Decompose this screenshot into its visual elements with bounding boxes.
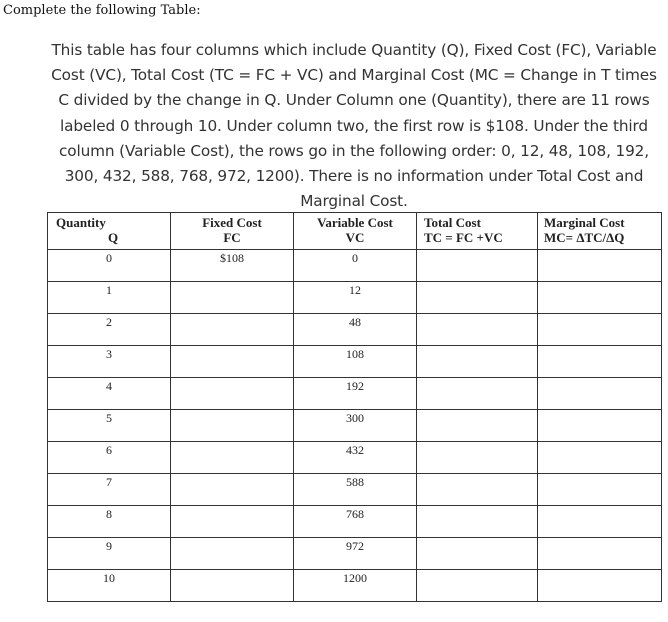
variable-cost-cell bbox=[294, 410, 417, 442]
fixed-cost-cell-value bbox=[171, 538, 293, 539]
variable-cost-cell bbox=[294, 538, 417, 570]
table-row bbox=[48, 538, 662, 570]
total-cost-cell-value bbox=[417, 282, 537, 283]
total-cost-cell-value bbox=[417, 570, 537, 571]
total-cost-cell[interactable] bbox=[417, 250, 538, 282]
header-variable-cost-title: Variable Cost bbox=[317, 215, 393, 230]
fixed-cost-cell-value bbox=[171, 378, 293, 379]
quantity-cell bbox=[48, 378, 171, 410]
table-row bbox=[48, 442, 662, 474]
fixed-cost-cell bbox=[171, 410, 294, 442]
variable-cost-cell bbox=[294, 282, 417, 314]
variable-cost-cell-value: 1200 bbox=[343, 571, 367, 585]
table-row bbox=[48, 282, 662, 314]
quantity-cell bbox=[48, 538, 171, 570]
variable-cost-cell-value: 300 bbox=[346, 411, 364, 425]
table-row bbox=[48, 346, 662, 378]
marginal-cost-cell-value bbox=[538, 570, 661, 571]
cost-table bbox=[47, 212, 662, 602]
quantity-cell bbox=[48, 250, 171, 282]
variable-cost-cell-value: 0 bbox=[352, 251, 358, 265]
marginal-cost-cell[interactable] bbox=[538, 474, 662, 506]
variable-cost-cell bbox=[294, 442, 417, 474]
table-row bbox=[48, 250, 662, 282]
variable-cost-cell-value: 588 bbox=[346, 475, 364, 489]
total-cost-cell-value bbox=[417, 410, 537, 411]
fixed-cost-cell bbox=[171, 250, 294, 282]
table-row bbox=[48, 570, 662, 602]
header-variable-cost bbox=[294, 213, 417, 250]
fixed-cost-cell-value bbox=[171, 410, 293, 411]
table-row bbox=[48, 410, 662, 442]
variable-cost-cell bbox=[294, 506, 417, 538]
header-quantity-symbol: Q bbox=[107, 229, 119, 245]
quantity-cell bbox=[48, 282, 171, 314]
header-total-cost-title: Total Cost bbox=[424, 215, 481, 230]
variable-cost-cell bbox=[294, 474, 417, 506]
marginal-cost-cell[interactable] bbox=[538, 250, 662, 282]
total-cost-cell-value bbox=[417, 442, 537, 443]
variable-cost-cell-value: 432 bbox=[346, 443, 364, 457]
fixed-cost-cell bbox=[171, 314, 294, 346]
table-row bbox=[48, 506, 662, 538]
total-cost-cell-value bbox=[417, 314, 537, 315]
marginal-cost-cell-value bbox=[538, 282, 661, 283]
fixed-cost-cell bbox=[171, 282, 294, 314]
total-cost-cell-value bbox=[417, 250, 537, 251]
quantity-cell bbox=[48, 570, 171, 602]
total-cost-cell-value bbox=[417, 378, 537, 379]
table-body bbox=[48, 250, 662, 602]
marginal-cost-cell[interactable] bbox=[538, 506, 662, 538]
header-quantity-title: Quantity bbox=[56, 215, 106, 230]
marginal-cost-cell[interactable] bbox=[538, 378, 662, 410]
marginal-cost-cell-value bbox=[538, 346, 661, 347]
page-heading: Complete the following Table: bbox=[3, 3, 201, 18]
variable-cost-cell bbox=[294, 378, 417, 410]
fixed-cost-cell bbox=[171, 506, 294, 538]
fixed-cost-cell-value bbox=[171, 282, 293, 283]
marginal-cost-cell-value bbox=[538, 538, 661, 539]
marginal-cost-cell-value bbox=[538, 410, 661, 411]
fixed-cost-cell-value bbox=[171, 442, 293, 443]
fixed-cost-cell-value bbox=[171, 474, 293, 475]
header-quantity bbox=[48, 213, 171, 250]
variable-cost-cell-value: 108 bbox=[346, 347, 364, 361]
table-row bbox=[48, 314, 662, 346]
variable-cost-cell-value: 12 bbox=[349, 283, 361, 297]
marginal-cost-cell[interactable] bbox=[538, 442, 662, 474]
header-fixed-cost bbox=[171, 213, 294, 250]
quantity-cell-value: 1 bbox=[106, 283, 112, 297]
variable-cost-cell bbox=[294, 570, 417, 602]
quantity-cell-value: 2 bbox=[106, 315, 112, 329]
total-cost-cell[interactable] bbox=[417, 506, 538, 538]
total-cost-cell-value bbox=[417, 346, 537, 347]
quantity-cell-value: 8 bbox=[106, 507, 112, 521]
header-fixed-cost-symbol: FC bbox=[223, 229, 241, 245]
quantity-cell-value: 3 bbox=[106, 347, 112, 361]
total-cost-cell[interactable] bbox=[417, 378, 538, 410]
fixed-cost-cell-value: $108 bbox=[220, 251, 244, 265]
quantity-cell bbox=[48, 474, 171, 506]
variable-cost-cell-value: 192 bbox=[346, 379, 364, 393]
variable-cost-cell-value: 972 bbox=[346, 539, 364, 553]
header-total-cost-formula: TC = FC +VC bbox=[424, 229, 503, 245]
marginal-cost-cell-value bbox=[538, 506, 661, 507]
total-cost-cell-value bbox=[417, 538, 537, 539]
fixed-cost-cell bbox=[171, 378, 294, 410]
table-description: This table has four columns which include Quantity (Q), Fixed Cost (FC), Variable Cost (VC), Total Cost (TC = FC + VC) and Marginal Cost (MC = Change in T times C divided by the change in Q. Under Column one (Quantity), there are 11 rows labeled 0 through 10. Under column two, the first row is $108. Under the third column (Variable Cost), the rows go in the following order: 0, 12, 48, 108, 192, 300, 432, 588, 768, 972, 1200). There is no information under Total Cost and Marginal Cost. bbox=[51, 41, 657, 211]
total-cost-cell[interactable] bbox=[417, 570, 538, 602]
header-fixed-cost-title: Fixed Cost bbox=[202, 215, 262, 230]
marginal-cost-cell-value bbox=[538, 250, 661, 251]
header-marginal-cost bbox=[538, 213, 662, 250]
marginal-cost-cell[interactable] bbox=[538, 570, 662, 602]
quantity-cell bbox=[48, 506, 171, 538]
quantity-cell-value: 9 bbox=[106, 539, 112, 553]
table-row bbox=[48, 474, 662, 506]
total-cost-cell[interactable] bbox=[417, 538, 538, 570]
fixed-cost-cell bbox=[171, 442, 294, 474]
total-cost-cell[interactable] bbox=[417, 314, 538, 346]
marginal-cost-cell-value bbox=[538, 314, 661, 315]
fixed-cost-cell-value bbox=[171, 570, 293, 571]
marginal-cost-cell[interactable] bbox=[538, 410, 662, 442]
total-cost-cell[interactable] bbox=[417, 474, 538, 506]
header-total-cost bbox=[417, 213, 538, 250]
fixed-cost-cell-value bbox=[171, 314, 293, 315]
header-marginal-cost-formula: MC= ΔTC/ΔQ bbox=[544, 229, 625, 245]
variable-cost-cell bbox=[294, 346, 417, 378]
quantity-cell bbox=[48, 346, 171, 378]
marginal-cost-cell[interactable] bbox=[538, 282, 662, 314]
marginal-cost-cell-value bbox=[538, 474, 661, 475]
quantity-cell-value: 7 bbox=[106, 475, 112, 489]
variable-cost-cell bbox=[294, 314, 417, 346]
quantity-cell-value: 10 bbox=[103, 571, 115, 585]
total-cost-cell[interactable] bbox=[417, 442, 538, 474]
header-marginal-cost-title: Marginal Cost bbox=[544, 215, 625, 230]
fixed-cost-cell-value bbox=[171, 346, 293, 347]
total-cost-cell[interactable] bbox=[417, 346, 538, 378]
total-cost-cell[interactable] bbox=[417, 282, 538, 314]
quantity-cell bbox=[48, 314, 171, 346]
fixed-cost-cell bbox=[171, 570, 294, 602]
total-cost-cell-value bbox=[417, 506, 537, 507]
variable-cost-cell-value: 48 bbox=[349, 315, 361, 329]
table-header-row bbox=[48, 213, 662, 250]
header-variable-cost-symbol: VC bbox=[345, 229, 365, 245]
marginal-cost-cell[interactable] bbox=[538, 538, 662, 570]
quantity-cell-value: 0 bbox=[106, 251, 112, 265]
total-cost-cell[interactable] bbox=[417, 410, 538, 442]
fixed-cost-cell bbox=[171, 538, 294, 570]
fixed-cost-cell-value bbox=[171, 506, 293, 507]
marginal-cost-cell-value bbox=[538, 442, 661, 443]
total-cost-cell-value bbox=[417, 474, 537, 475]
table-row bbox=[48, 378, 662, 410]
quantity-cell bbox=[48, 410, 171, 442]
variable-cost-cell-value: 768 bbox=[346, 507, 364, 521]
fixed-cost-cell bbox=[171, 474, 294, 506]
marginal-cost-cell[interactable] bbox=[538, 346, 662, 378]
quantity-cell-value: 4 bbox=[106, 379, 112, 393]
fixed-cost-cell bbox=[171, 346, 294, 378]
quantity-cell-value: 6 bbox=[106, 443, 112, 457]
quantity-cell bbox=[48, 442, 171, 474]
marginal-cost-cell-value bbox=[538, 378, 661, 379]
marginal-cost-cell[interactable] bbox=[538, 314, 662, 346]
quantity-cell-value: 5 bbox=[106, 411, 112, 425]
variable-cost-cell bbox=[294, 250, 417, 282]
